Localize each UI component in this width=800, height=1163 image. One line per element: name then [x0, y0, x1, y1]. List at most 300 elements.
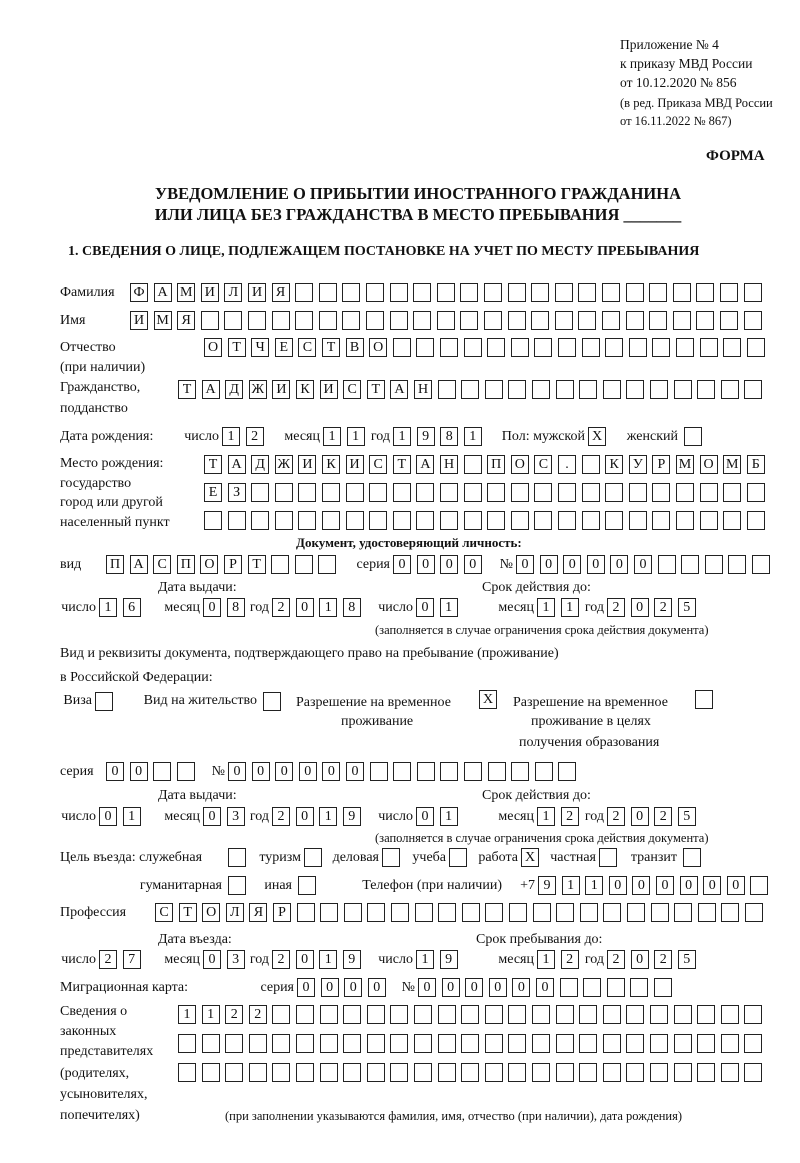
char-cell[interactable] [204, 511, 222, 530]
checkbox[interactable]: X [588, 427, 606, 446]
char-cell[interactable] [744, 1034, 762, 1053]
char-cell[interactable] [272, 1034, 290, 1053]
char-cell[interactable]: И [320, 380, 338, 399]
char-cell[interactable]: 0 [299, 762, 317, 781]
char-cell[interactable] [390, 1005, 408, 1024]
char-cell[interactable]: 2 [246, 427, 264, 446]
char-cell[interactable] [367, 1063, 385, 1082]
char-cell[interactable] [674, 1034, 692, 1053]
char-cell[interactable] [415, 903, 433, 922]
char-cell[interactable] [342, 283, 360, 302]
checkbox[interactable] [298, 876, 316, 895]
char-cell[interactable] [674, 1063, 692, 1082]
char-cell[interactable]: 0 [321, 978, 339, 997]
char-cell[interactable] [296, 1063, 314, 1082]
char-cell[interactable] [484, 283, 502, 302]
char-cell[interactable]: 0 [296, 598, 314, 617]
char-cell[interactable]: 9 [440, 950, 458, 969]
char-cell[interactable] [417, 762, 435, 781]
char-cell[interactable] [674, 903, 692, 922]
char-cell[interactable] [744, 1005, 762, 1024]
char-cell[interactable]: 2 [272, 598, 290, 617]
char-cell[interactable] [391, 903, 409, 922]
checkbox[interactable] [683, 848, 701, 867]
char-cell[interactable] [752, 555, 770, 574]
char-cell[interactable] [700, 483, 718, 502]
char-cell[interactable] [178, 1063, 196, 1082]
char-cell[interactable]: 7 [123, 950, 141, 969]
char-cell[interactable] [745, 903, 763, 922]
char-cell[interactable]: 5 [678, 950, 696, 969]
char-cell[interactable] [558, 762, 576, 781]
char-cell[interactable]: Д [251, 455, 269, 474]
char-cell[interactable]: 0 [275, 762, 293, 781]
char-cell[interactable] [626, 1063, 644, 1082]
char-cell[interactable] [297, 903, 315, 922]
char-cell[interactable] [583, 978, 601, 997]
checkbox[interactable] [263, 692, 281, 711]
char-cell[interactable] [464, 762, 482, 781]
char-cell[interactable] [393, 483, 411, 502]
char-cell[interactable]: 0 [106, 762, 124, 781]
char-cell[interactable] [602, 311, 620, 330]
char-cell[interactable]: 0 [417, 555, 435, 574]
char-cell[interactable] [532, 380, 550, 399]
char-cell[interactable]: А [202, 380, 220, 399]
char-cell[interactable] [228, 511, 246, 530]
char-cell[interactable] [607, 978, 625, 997]
char-cell[interactable] [343, 1034, 361, 1053]
char-cell[interactable] [652, 483, 670, 502]
char-cell[interactable]: 0 [703, 876, 721, 895]
char-cell[interactable] [367, 1005, 385, 1024]
char-cell[interactable]: И [298, 455, 316, 474]
char-cell[interactable] [603, 903, 621, 922]
checkbox[interactable] [95, 692, 113, 711]
char-cell[interactable]: 0 [440, 555, 458, 574]
char-cell[interactable]: Т [178, 380, 196, 399]
char-cell[interactable] [511, 511, 529, 530]
char-cell[interactable] [744, 380, 762, 399]
char-cell[interactable]: Я [272, 283, 290, 302]
char-cell[interactable]: 1 [202, 1005, 220, 1024]
char-cell[interactable]: 1 [393, 427, 411, 446]
char-cell[interactable]: С [153, 555, 171, 574]
char-cell[interactable]: О [700, 455, 718, 474]
char-cell[interactable] [676, 338, 694, 357]
char-cell[interactable] [651, 903, 669, 922]
char-cell[interactable]: 0 [634, 555, 652, 574]
char-cell[interactable] [578, 311, 596, 330]
char-cell[interactable] [650, 1005, 668, 1024]
char-cell[interactable] [343, 1005, 361, 1024]
char-cell[interactable] [629, 483, 647, 502]
char-cell[interactable] [721, 1005, 739, 1024]
char-cell[interactable] [721, 1034, 739, 1053]
char-cell[interactable] [720, 283, 738, 302]
char-cell[interactable] [461, 380, 479, 399]
char-cell[interactable] [487, 483, 505, 502]
char-cell[interactable]: Л [224, 283, 242, 302]
char-cell[interactable]: 0 [368, 978, 386, 997]
char-cell[interactable] [485, 1063, 503, 1082]
char-cell[interactable] [485, 903, 503, 922]
char-cell[interactable] [705, 555, 723, 574]
char-cell[interactable] [295, 555, 313, 574]
char-cell[interactable]: А [390, 380, 408, 399]
char-cell[interactable] [153, 762, 171, 781]
char-cell[interactable] [697, 1063, 715, 1082]
char-cell[interactable]: Т [228, 338, 246, 357]
checkbox[interactable] [684, 427, 702, 446]
char-cell[interactable]: 1 [319, 807, 337, 826]
char-cell[interactable] [201, 311, 219, 330]
char-cell[interactable] [652, 338, 670, 357]
char-cell[interactable]: 0 [540, 555, 558, 574]
char-cell[interactable] [272, 311, 290, 330]
char-cell[interactable] [272, 1005, 290, 1024]
char-cell[interactable]: 0 [203, 950, 221, 969]
char-cell[interactable] [370, 762, 388, 781]
char-cell[interactable]: М [154, 311, 172, 330]
char-cell[interactable] [697, 1005, 715, 1024]
checkbox[interactable] [382, 848, 400, 867]
char-cell[interactable]: 0 [297, 978, 315, 997]
char-cell[interactable] [416, 338, 434, 357]
char-cell[interactable] [630, 978, 648, 997]
char-cell[interactable]: 0 [296, 807, 314, 826]
char-cell[interactable]: 1 [123, 807, 141, 826]
char-cell[interactable] [579, 1005, 597, 1024]
checkbox[interactable] [228, 876, 246, 895]
char-cell[interactable] [652, 511, 670, 530]
char-cell[interactable]: 0 [563, 555, 581, 574]
char-cell[interactable] [626, 283, 644, 302]
char-cell[interactable] [674, 380, 692, 399]
char-cell[interactable] [532, 1063, 550, 1082]
char-cell[interactable] [440, 338, 458, 357]
char-cell[interactable] [393, 511, 411, 530]
char-cell[interactable]: Т [179, 903, 197, 922]
char-cell[interactable] [747, 338, 765, 357]
char-cell[interactable] [366, 283, 384, 302]
char-cell[interactable] [251, 511, 269, 530]
char-cell[interactable] [555, 283, 573, 302]
char-cell[interactable] [248, 311, 266, 330]
char-cell[interactable] [322, 483, 340, 502]
char-cell[interactable]: 0 [228, 762, 246, 781]
char-cell[interactable] [649, 311, 667, 330]
char-cell[interactable]: 0 [512, 978, 530, 997]
char-cell[interactable] [369, 511, 387, 530]
char-cell[interactable] [579, 380, 597, 399]
char-cell[interactable] [511, 483, 529, 502]
char-cell[interactable] [658, 555, 676, 574]
char-cell[interactable] [485, 1005, 503, 1024]
char-cell[interactable]: О [202, 903, 220, 922]
char-cell[interactable]: 1 [562, 876, 580, 895]
char-cell[interactable] [579, 1034, 597, 1053]
char-cell[interactable]: 2 [654, 807, 672, 826]
char-cell[interactable] [275, 483, 293, 502]
char-cell[interactable] [649, 283, 667, 302]
char-cell[interactable] [723, 511, 741, 530]
char-cell[interactable] [202, 1063, 220, 1082]
char-cell[interactable]: 2 [272, 807, 290, 826]
char-cell[interactable]: 1 [464, 427, 482, 446]
char-cell[interactable]: 0 [631, 807, 649, 826]
char-cell[interactable] [558, 511, 576, 530]
char-cell[interactable] [676, 511, 694, 530]
char-cell[interactable]: Ф [130, 283, 148, 302]
char-cell[interactable] [369, 483, 387, 502]
char-cell[interactable]: 9 [538, 876, 556, 895]
char-cell[interactable] [225, 1063, 243, 1082]
checkbox[interactable] [304, 848, 322, 867]
char-cell[interactable] [224, 311, 242, 330]
char-cell[interactable] [416, 483, 434, 502]
char-cell[interactable] [413, 311, 431, 330]
char-cell[interactable]: 0 [296, 950, 314, 969]
char-cell[interactable]: 0 [632, 876, 650, 895]
char-cell[interactable]: М [723, 455, 741, 474]
char-cell[interactable] [202, 1034, 220, 1053]
char-cell[interactable]: 0 [416, 598, 434, 617]
char-cell[interactable] [437, 283, 455, 302]
char-cell[interactable] [700, 511, 718, 530]
char-cell[interactable] [650, 1063, 668, 1082]
char-cell[interactable]: 1 [561, 598, 579, 617]
char-cell[interactable]: 0 [416, 807, 434, 826]
char-cell[interactable]: Т [204, 455, 222, 474]
char-cell[interactable] [629, 511, 647, 530]
char-cell[interactable] [582, 483, 600, 502]
char-cell[interactable]: О [369, 338, 387, 357]
char-cell[interactable] [484, 311, 502, 330]
char-cell[interactable]: Л [226, 903, 244, 922]
char-cell[interactable]: . [558, 455, 576, 474]
char-cell[interactable]: 0 [344, 978, 362, 997]
char-cell[interactable] [556, 380, 574, 399]
checkbox[interactable] [695, 690, 713, 709]
char-cell[interactable] [603, 1063, 621, 1082]
char-cell[interactable] [511, 338, 529, 357]
char-cell[interactable] [298, 483, 316, 502]
char-cell[interactable] [344, 903, 362, 922]
char-cell[interactable] [462, 903, 480, 922]
char-cell[interactable] [464, 483, 482, 502]
char-cell[interactable] [413, 283, 431, 302]
char-cell[interactable] [464, 511, 482, 530]
char-cell[interactable]: 1 [323, 427, 341, 446]
char-cell[interactable]: 1 [222, 427, 240, 446]
char-cell[interactable] [603, 1034, 621, 1053]
char-cell[interactable] [464, 455, 482, 474]
char-cell[interactable] [721, 380, 739, 399]
char-cell[interactable] [673, 311, 691, 330]
char-cell[interactable] [508, 1063, 526, 1082]
char-cell[interactable] [534, 511, 552, 530]
char-cell[interactable]: Ж [249, 380, 267, 399]
char-cell[interactable]: О [204, 338, 222, 357]
char-cell[interactable] [414, 1063, 432, 1082]
char-cell[interactable] [603, 1005, 621, 1024]
char-cell[interactable]: С [298, 338, 316, 357]
char-cell[interactable]: У [629, 455, 647, 474]
char-cell[interactable] [393, 338, 411, 357]
char-cell[interactable] [747, 511, 765, 530]
char-cell[interactable] [534, 483, 552, 502]
char-cell[interactable]: И [272, 380, 290, 399]
char-cell[interactable]: С [369, 455, 387, 474]
char-cell[interactable] [650, 380, 668, 399]
char-cell[interactable]: Б [747, 455, 765, 474]
char-cell[interactable] [322, 511, 340, 530]
char-cell[interactable]: 0 [465, 978, 483, 997]
char-cell[interactable]: 9 [417, 427, 435, 446]
char-cell[interactable]: 2 [607, 950, 625, 969]
char-cell[interactable] [225, 1034, 243, 1053]
char-cell[interactable]: Ч [251, 338, 269, 357]
char-cell[interactable]: 2 [225, 1005, 243, 1024]
char-cell[interactable]: А [228, 455, 246, 474]
char-cell[interactable]: 2 [561, 950, 579, 969]
char-cell[interactable]: Т [322, 338, 340, 357]
char-cell[interactable] [438, 1005, 456, 1024]
char-cell[interactable]: П [177, 555, 195, 574]
char-cell[interactable]: Е [275, 338, 293, 357]
char-cell[interactable]: М [177, 283, 195, 302]
char-cell[interactable]: 2 [607, 807, 625, 826]
char-cell[interactable] [251, 483, 269, 502]
char-cell[interactable]: 1 [440, 598, 458, 617]
char-cell[interactable] [744, 1063, 762, 1082]
char-cell[interactable]: 0 [516, 555, 534, 574]
char-cell[interactable]: 5 [678, 598, 696, 617]
checkbox[interactable]: X [521, 848, 539, 867]
char-cell[interactable] [681, 555, 699, 574]
char-cell[interactable]: Е [204, 483, 222, 502]
char-cell[interactable]: Д [225, 380, 243, 399]
char-cell[interactable]: П [487, 455, 505, 474]
char-cell[interactable] [720, 311, 738, 330]
char-cell[interactable] [509, 903, 527, 922]
char-cell[interactable] [697, 1034, 715, 1053]
char-cell[interactable] [556, 1034, 574, 1053]
char-cell[interactable] [390, 311, 408, 330]
char-cell[interactable]: 0 [418, 978, 436, 997]
char-cell[interactable] [414, 1005, 432, 1024]
char-cell[interactable] [723, 483, 741, 502]
char-cell[interactable] [438, 1063, 456, 1082]
char-cell[interactable]: 0 [680, 876, 698, 895]
char-cell[interactable]: 2 [249, 1005, 267, 1024]
char-cell[interactable] [271, 555, 289, 574]
char-cell[interactable] [440, 511, 458, 530]
char-cell[interactable]: 3 [227, 807, 245, 826]
char-cell[interactable] [460, 311, 478, 330]
char-cell[interactable] [298, 511, 316, 530]
char-cell[interactable] [296, 1034, 314, 1053]
char-cell[interactable]: 8 [343, 598, 361, 617]
char-cell[interactable] [346, 511, 364, 530]
char-cell[interactable] [721, 903, 739, 922]
char-cell[interactable]: О [511, 455, 529, 474]
char-cell[interactable]: 9 [343, 950, 361, 969]
char-cell[interactable] [602, 283, 620, 302]
char-cell[interactable] [580, 903, 598, 922]
char-cell[interactable]: 1 [585, 876, 603, 895]
char-cell[interactable] [721, 1063, 739, 1082]
char-cell[interactable]: 1 [416, 950, 434, 969]
char-cell[interactable]: 0 [610, 555, 628, 574]
char-cell[interactable] [393, 762, 411, 781]
char-cell[interactable]: 0 [587, 555, 605, 574]
char-cell[interactable] [605, 483, 623, 502]
char-cell[interactable]: 0 [252, 762, 270, 781]
char-cell[interactable]: З [228, 483, 246, 502]
char-cell[interactable]: 0 [464, 555, 482, 574]
char-cell[interactable] [390, 1034, 408, 1053]
char-cell[interactable]: 1 [537, 598, 555, 617]
char-cell[interactable] [318, 555, 336, 574]
char-cell[interactable] [487, 338, 505, 357]
char-cell[interactable]: 0 [322, 762, 340, 781]
char-cell[interactable] [728, 555, 746, 574]
char-cell[interactable]: 0 [393, 555, 411, 574]
char-cell[interactable] [697, 380, 715, 399]
char-cell[interactable] [650, 1034, 668, 1053]
char-cell[interactable] [249, 1034, 267, 1053]
checkbox[interactable] [599, 848, 617, 867]
char-cell[interactable] [531, 283, 549, 302]
char-cell[interactable] [560, 978, 578, 997]
char-cell[interactable]: Р [224, 555, 242, 574]
char-cell[interactable]: Н [414, 380, 432, 399]
char-cell[interactable]: 1 [319, 950, 337, 969]
char-cell[interactable] [629, 338, 647, 357]
char-cell[interactable] [535, 762, 553, 781]
char-cell[interactable] [673, 283, 691, 302]
char-cell[interactable] [582, 511, 600, 530]
char-cell[interactable] [579, 1063, 597, 1082]
char-cell[interactable] [531, 311, 549, 330]
char-cell[interactable] [605, 338, 623, 357]
char-cell[interactable]: 3 [227, 950, 245, 969]
char-cell[interactable] [346, 483, 364, 502]
char-cell[interactable]: И [201, 283, 219, 302]
char-cell[interactable]: 0 [99, 807, 117, 826]
char-cell[interactable]: 2 [99, 950, 117, 969]
char-cell[interactable]: 1 [319, 598, 337, 617]
char-cell[interactable] [464, 338, 482, 357]
char-cell[interactable] [556, 1005, 574, 1024]
char-cell[interactable]: 0 [727, 876, 745, 895]
char-cell[interactable] [460, 283, 478, 302]
char-cell[interactable]: Ж [275, 455, 293, 474]
char-cell[interactable] [485, 1034, 503, 1053]
char-cell[interactable] [366, 311, 384, 330]
char-cell[interactable]: 0 [631, 950, 649, 969]
char-cell[interactable]: 0 [346, 762, 364, 781]
char-cell[interactable]: 8 [227, 598, 245, 617]
char-cell[interactable]: 0 [489, 978, 507, 997]
char-cell[interactable] [390, 283, 408, 302]
char-cell[interactable]: С [155, 903, 173, 922]
char-cell[interactable] [532, 1005, 550, 1024]
char-cell[interactable]: Т [393, 455, 411, 474]
char-cell[interactable] [511, 762, 529, 781]
